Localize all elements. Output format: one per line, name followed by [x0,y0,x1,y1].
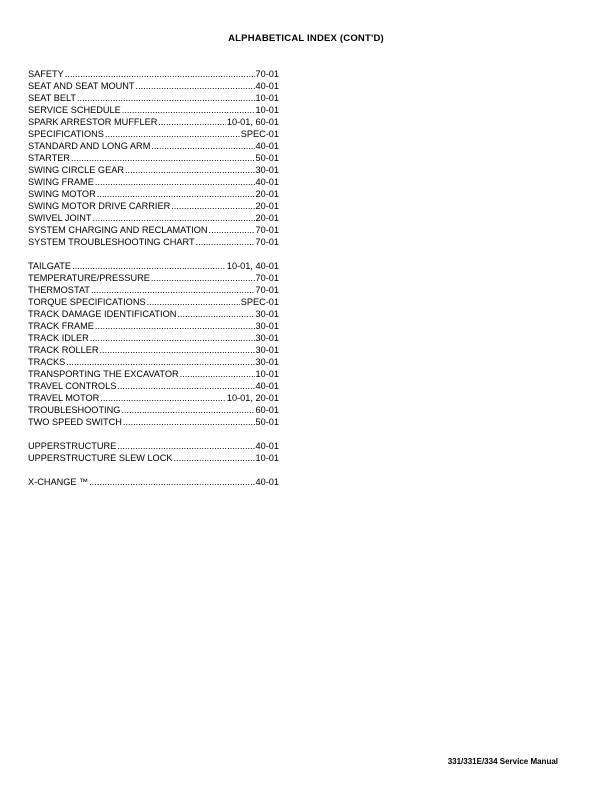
index-entry [28,116,279,128]
index-entry-page: 10-01, 20-01 [226,393,279,403]
index-entry [28,356,279,368]
index-entry-label: TWO SPEED SWITCH [28,417,122,427]
dot-leader [121,404,254,416]
index-entry-label: STARTER [28,153,71,163]
index-entry-page: 40-01 [255,177,279,187]
index-entry-label: SPECIFICATIONS [28,129,104,139]
index-entry-page: 40-01 [255,81,279,91]
index-entry [28,344,279,356]
index-entry [28,152,279,164]
index-entry-page: 50-01 [255,417,279,427]
dot-leader [99,344,254,356]
dot-leader [66,356,254,368]
dot-leader [117,440,254,452]
index-entry [28,404,279,416]
index-entry-label: SERVICE SCHEDULE [28,105,121,115]
dot-leader [91,284,255,296]
dot-leader [177,308,254,320]
dot-leader [147,296,240,308]
index-entry-label: TRACK FRAME [28,321,94,331]
index-group [28,440,279,464]
index-entry [28,140,279,152]
index-entry [28,272,279,284]
index-entry-page: 10-01 [255,369,279,379]
index-entry [28,236,279,248]
index-entry-page: 20-01 [255,201,279,211]
index-entry-label: TEMPERATURE/PRESSURE [28,273,150,283]
index-entry-label: SEAT AND SEAT MOUNT [28,81,135,91]
index-entry [28,308,279,320]
index-entry-page: 70-01 [255,237,279,247]
index-entry-label: X-CHANGE ™ [28,477,89,487]
index-entry-label: TAILGATE [28,261,72,271]
index-entry-page: 30-01 [255,333,279,343]
index-entry-label: TROUBLESHOOTING [28,405,121,415]
index-entry-page: SPEC-01 [240,297,279,307]
index-entry-label: TRACK IDLER [28,333,89,343]
index-entry-page: 30-01 [255,345,279,355]
index-entry-label: STANDARD AND LONG ARM [28,141,151,151]
page-title: ALPHABETICAL INDEX (CONT'D) [228,33,384,44]
dot-leader [92,212,254,224]
dot-leader [123,416,255,428]
dot-leader [95,320,255,332]
index-entry-page: SPEC-01 [240,129,279,139]
index-entry [28,284,279,296]
index-entry [28,164,279,176]
dot-leader [125,164,255,176]
index-entry [28,368,279,380]
index-entry [28,128,279,140]
dot-leader [89,476,254,488]
index-entry-page: 30-01 [255,309,279,319]
index-entry-label: SYSTEM TROUBLESHOOTING CHART [28,237,195,247]
index-entry-page: 20-01 [255,189,279,199]
index-entry-label: SPARK ARRESTOR MUFFLER [28,117,158,127]
dot-leader [65,68,255,80]
index-entry-label: SEAT BELT [28,93,76,103]
index-entry-label: SWING CIRCLE GEAR [28,165,124,175]
index-entry-page: 10-01 [255,453,279,463]
dot-leader [71,152,254,164]
alphabetical-index [28,68,279,500]
dot-leader [173,452,254,464]
index-group [28,476,279,488]
index-entry-label: TRAVEL MOTOR [28,393,100,403]
index-entry [28,476,279,488]
index-entry [28,440,279,452]
dot-leader [196,236,255,248]
index-entry [28,392,279,404]
index-entry [28,92,279,104]
index-entry-page: 70-01 [255,69,279,79]
dot-leader [117,380,254,392]
index-entry-page: 30-01 [255,357,279,367]
dot-leader [180,368,255,380]
index-entry-page: 10-01, 60-01 [226,117,279,127]
index-entry-page: 70-01 [255,225,279,235]
index-entry-page: 70-01 [255,273,279,283]
index-entry-page: 60-01 [255,405,279,415]
index-group [28,260,279,428]
index-entry-label: TRANSPORTING THE EXCAVATOR [28,369,179,379]
dot-leader [77,92,255,104]
index-entry [28,224,279,236]
index-entry [28,332,279,344]
index-entry-page: 40-01 [255,381,279,391]
index-entry [28,200,279,212]
index-entry [28,296,279,308]
index-group [28,68,279,248]
dot-leader [95,176,255,188]
index-entry-page: 20-01 [255,213,279,223]
index-entry-label: SWING FRAME [28,177,94,187]
dot-leader [136,80,255,92]
dot-leader [151,272,255,284]
dot-leader [171,200,254,212]
index-entry-page: 10-01 [255,105,279,115]
index-entry [28,452,279,464]
index-entry [28,320,279,332]
index-entry-label: SAFETY [28,69,64,79]
footer-manual-title: 331/331E/334 Service Manual [447,757,558,766]
index-entry-page: 50-01 [255,153,279,163]
index-entry-page: 40-01 [255,141,279,151]
dot-leader [209,224,255,236]
index-entry [28,80,279,92]
index-entry-page: 70-01 [255,285,279,295]
index-entry-page: 40-01 [255,477,279,487]
dot-leader [100,392,226,404]
dot-leader [105,128,240,140]
index-entry-label: SWIVEL JOINT [28,213,92,223]
index-entry-label: TRACK ROLLER [28,345,99,355]
index-entry-label: SYSTEM CHARGING AND RECLAMATION [28,225,208,235]
index-entry-label: SWING MOTOR [28,189,96,199]
dot-leader [151,140,254,152]
index-entry-label: THERMOSTAT [28,285,90,295]
index-entry [28,416,279,428]
index-entry-label: SWING MOTOR DRIVE CARRIER [28,201,171,211]
index-entry-page: 10-01 [255,93,279,103]
index-entry-page: 40-01 [255,441,279,451]
index-entry-label: TORQUE SPECIFICATIONS [28,297,146,307]
index-entry [28,68,279,80]
index-entry [28,176,279,188]
index-entry [28,104,279,116]
index-entry-label: TRACK DAMAGE IDENTIFICATION [28,309,177,319]
index-entry-label: TRAVEL CONTROLS [28,381,117,391]
index-entry-label: UPPERSTRUCTURE SLEW LOCK [28,453,173,463]
index-entry-label: TRACKS [28,357,66,367]
index-entry [28,380,279,392]
dot-leader [158,116,226,128]
dot-leader [122,104,255,116]
index-entry [28,188,279,200]
index-entry-page: 30-01 [255,321,279,331]
dot-leader [72,260,226,272]
dot-leader [97,188,255,200]
index-entry [28,260,279,272]
dot-leader [90,332,255,344]
index-entry [28,212,279,224]
index-entry-page: 10-01, 40-01 [226,261,279,271]
index-entry-label: UPPERSTRUCTURE [28,441,117,451]
index-entry-page: 30-01 [255,165,279,175]
